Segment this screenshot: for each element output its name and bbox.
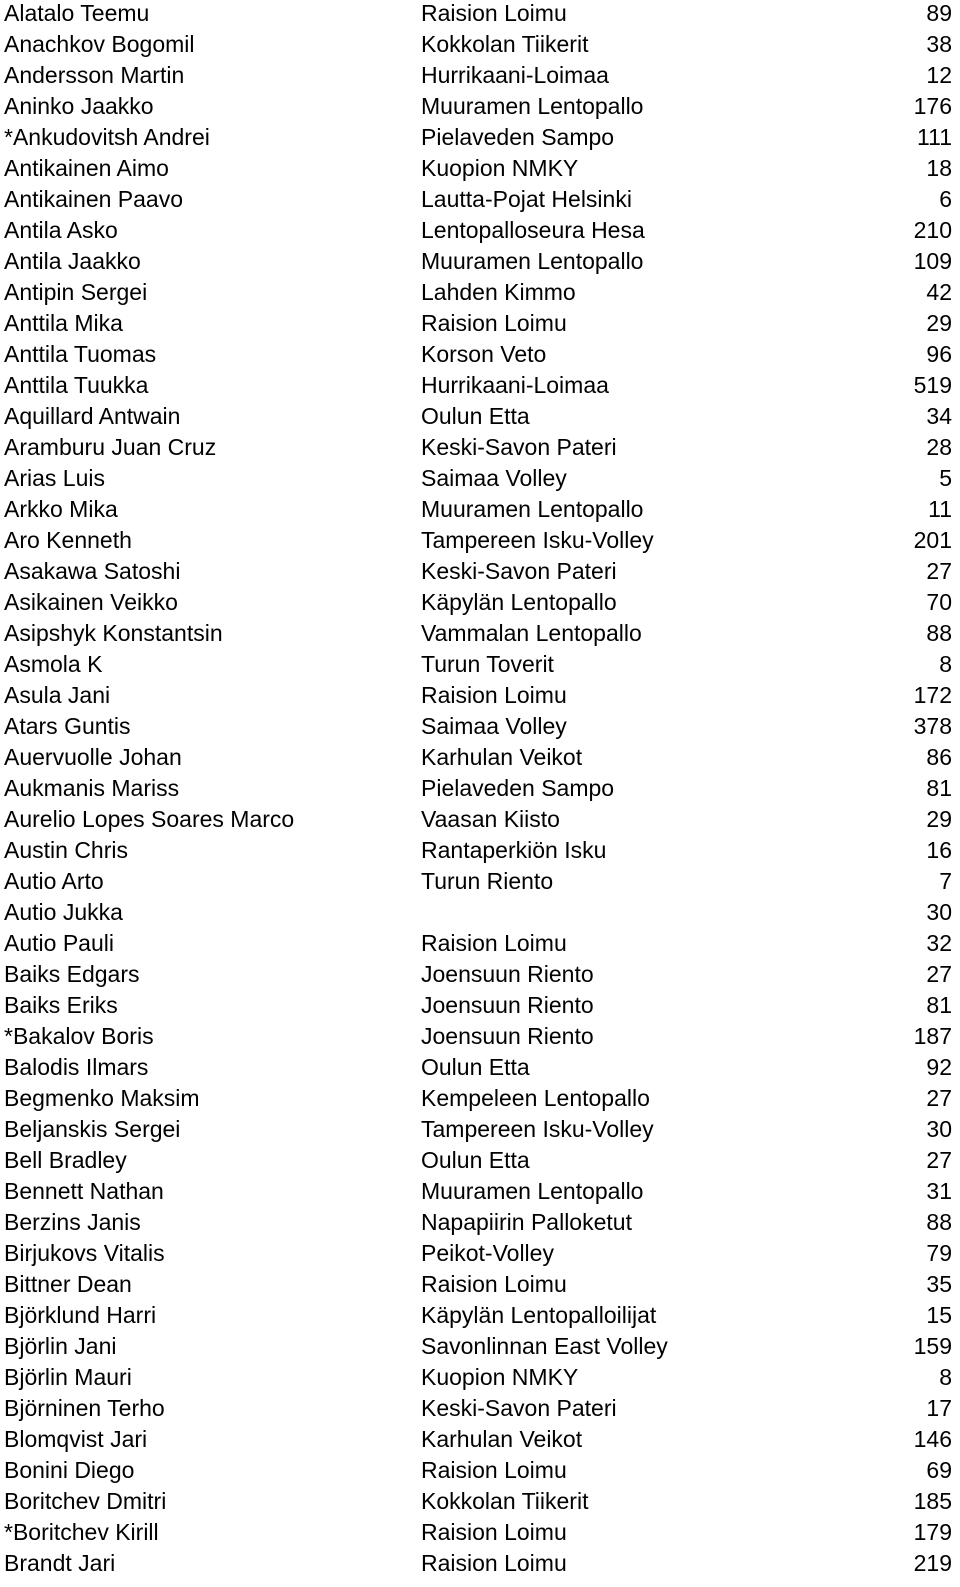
list-item: [0, 186, 960, 217]
player-name: Autio Jukka: [4, 899, 123, 925]
player-name: Andersson Martin: [4, 62, 185, 88]
list-item: [0, 713, 960, 744]
player-name: Asula Jani: [4, 682, 111, 708]
list-item: [0, 1426, 960, 1457]
list-item: [0, 558, 960, 589]
player-name: Baiks Eriks: [4, 992, 118, 1018]
list-item: [0, 248, 960, 279]
list-item: [0, 651, 960, 682]
club-name: Turun Toverit: [421, 651, 554, 677]
player-name: Birjukovs Vitalis: [4, 1240, 165, 1266]
count-value: 8: [939, 1364, 952, 1390]
club-name: Napapiirin Palloketut: [421, 1209, 632, 1235]
list-item: [0, 1457, 960, 1488]
count-value: 86: [926, 744, 952, 770]
count-value: 92: [926, 1054, 952, 1080]
count-value: 30: [926, 1116, 952, 1142]
club-name: Raision Loimu: [421, 682, 567, 708]
player-name: Aukmanis Mariss: [4, 775, 180, 801]
count-value: 38: [926, 31, 952, 57]
count-value: 17: [926, 1395, 952, 1421]
list-item: [0, 806, 960, 837]
list-item: [0, 527, 960, 558]
list-item: [0, 341, 960, 372]
list-item: [0, 465, 960, 496]
player-name: Atars Guntis: [4, 713, 131, 739]
player-name: Asmola K: [4, 651, 103, 677]
player-name: Aninko Jaakko: [4, 93, 154, 119]
club-name: Keski-Savon Pateri: [421, 1395, 617, 1421]
count-value: 111: [917, 124, 952, 150]
list-item: [0, 279, 960, 310]
player-name: Austin Chris: [4, 837, 128, 863]
club-name: Lentopalloseura Hesa: [421, 217, 645, 243]
club-name: Peikot-Volley: [421, 1240, 554, 1266]
club-name: Muuramen Lentopallo: [421, 1178, 644, 1204]
list-item: [0, 899, 960, 930]
count-value: 219: [913, 1550, 952, 1576]
list-item: [0, 1364, 960, 1395]
list-item: [0, 930, 960, 961]
player-name: Asipshyk Konstantsin: [4, 620, 223, 646]
count-value: 109: [913, 248, 952, 274]
count-value: 96: [926, 341, 952, 367]
player-name: Anttila Tuukka: [4, 372, 149, 398]
list-item: [0, 496, 960, 527]
club-name: Keski-Savon Pateri: [421, 558, 617, 584]
count-value: 146: [913, 1426, 952, 1452]
player-name: Autio Arto: [4, 868, 104, 894]
player-name: Björlin Mauri: [4, 1364, 132, 1390]
player-name: Auervuolle Johan: [4, 744, 182, 770]
club-name: Turun Riento: [421, 868, 554, 894]
club-name: Vammalan Lentopallo: [421, 620, 642, 646]
list-item: [0, 961, 960, 992]
club-name: Vaasan Kiisto: [421, 806, 560, 832]
player-name: Bittner Dean: [4, 1271, 132, 1297]
list-item: [0, 682, 960, 713]
list-item: [0, 310, 960, 341]
count-value: 81: [926, 775, 952, 801]
list-item: [0, 1271, 960, 1302]
list-item: [0, 868, 960, 899]
count-value: 176: [913, 93, 952, 119]
club-name: Savonlinnan East Volley: [421, 1333, 668, 1359]
player-name: Beljanskis Sergei: [4, 1116, 181, 1142]
club-name: Raision Loimu: [421, 0, 567, 26]
list-item: [0, 1240, 960, 1271]
count-value: 15: [926, 1302, 952, 1328]
player-name: Blomqvist Jari: [4, 1426, 148, 1452]
list-item: [0, 1302, 960, 1333]
club-name: Kuopion NMKY: [421, 155, 579, 181]
player-name: Bennett Nathan: [4, 1178, 164, 1204]
player-name: Antikainen Aimo: [4, 155, 169, 181]
list-item: [0, 93, 960, 124]
count-value: 30: [926, 899, 952, 925]
player-name: Boritchev Dmitri: [4, 1488, 167, 1514]
player-name: Antikainen Paavo: [4, 186, 184, 212]
player-name: Aro Kenneth: [4, 527, 132, 553]
list-item: [0, 1519, 960, 1550]
list-item: [0, 1550, 960, 1581]
list-item: [0, 31, 960, 62]
player-name: Björklund Harri: [4, 1302, 157, 1328]
count-value: 27: [926, 1147, 952, 1173]
list-item: [0, 1488, 960, 1519]
club-name: Raision Loimu: [421, 1519, 567, 1545]
player-name: Anachkov Bogomil: [4, 31, 195, 57]
player-name: Asikainen Veikko: [4, 589, 178, 615]
count-value: 29: [926, 310, 952, 336]
club-name: Kokkolan Tiikerit: [421, 1488, 589, 1514]
player-name: Antila Jaakko: [4, 248, 141, 274]
list-item: [0, 1085, 960, 1116]
count-value: 89: [926, 0, 952, 26]
player-name: *Bakalov Boris: [4, 1023, 154, 1049]
club-name: Raision Loimu: [421, 1457, 567, 1483]
count-value: 29: [926, 806, 952, 832]
player-name: Antila Asko: [4, 217, 118, 243]
club-name: Hurrikaani-Loimaa: [421, 372, 609, 398]
list-item: [0, 1395, 960, 1426]
list-item: [0, 403, 960, 434]
club-name: Pielaveden Sampo: [421, 775, 615, 801]
club-name: Raision Loimu: [421, 930, 567, 956]
player-name: Asakawa Satoshi: [4, 558, 181, 584]
count-value: 16: [926, 837, 952, 863]
list-item: [0, 1209, 960, 1240]
count-value: 32: [926, 930, 952, 956]
player-name: Björninen Terho: [4, 1395, 165, 1421]
count-value: 79: [926, 1240, 952, 1266]
club-name: Oulun Etta: [421, 1054, 530, 1080]
club-name: Keski-Savon Pateri: [421, 434, 617, 460]
count-value: 8: [939, 651, 952, 677]
club-name: Oulun Etta: [421, 403, 530, 429]
club-name: Joensuun Riento: [421, 1023, 594, 1049]
count-value: 88: [926, 1209, 952, 1235]
list-item: [0, 837, 960, 868]
club-name: Lautta-Pojat Helsinki: [421, 186, 632, 212]
player-name: Bonini Diego: [4, 1457, 135, 1483]
player-name: Baiks Edgars: [4, 961, 140, 987]
club-name: Tampereen Isku-Volley: [421, 1116, 654, 1142]
player-name: Aurelio Lopes Soares Marco: [4, 806, 295, 832]
count-value: 187: [913, 1023, 952, 1049]
list-item: [0, 155, 960, 186]
club-name: Käpylän Lentopallo: [421, 589, 617, 615]
club-name: Muuramen Lentopallo: [421, 248, 644, 274]
count-value: 6: [939, 186, 952, 212]
club-name: Joensuun Riento: [421, 961, 594, 987]
count-value: 172: [913, 682, 952, 708]
club-name: Hurrikaani-Loimaa: [421, 62, 609, 88]
count-value: 12: [926, 62, 952, 88]
player-name: Aquillard Antwain: [4, 403, 181, 429]
count-value: 35: [926, 1271, 952, 1297]
list-item: [0, 1054, 960, 1085]
club-name: Karhulan Veikot: [421, 744, 583, 770]
club-name: Pielaveden Sampo: [421, 124, 615, 150]
club-name: Tampereen Isku-Volley: [421, 527, 654, 553]
player-name: Berzins Janis: [4, 1209, 141, 1235]
list-item: [0, 0, 960, 31]
player-name: Björlin Jani: [4, 1333, 117, 1359]
list-item: [0, 434, 960, 465]
club-name: Lahden Kimmo: [421, 279, 576, 305]
list-item: [0, 992, 960, 1023]
list-item: [0, 124, 960, 155]
club-name: Muuramen Lentopallo: [421, 93, 644, 119]
list-item: [0, 589, 960, 620]
count-value: 81: [926, 992, 952, 1018]
player-name: Begmenko Maksim: [4, 1085, 200, 1111]
club-name: Rantaperkiön Isku: [421, 837, 607, 863]
count-value: 185: [913, 1488, 952, 1514]
player-name: Autio Pauli: [4, 930, 114, 956]
count-value: 210: [913, 217, 952, 243]
player-name: Brandt Jari: [4, 1550, 116, 1576]
list-item: [0, 744, 960, 775]
list-item: [0, 1178, 960, 1209]
count-value: 179: [913, 1519, 952, 1545]
list-item: [0, 1023, 960, 1054]
count-value: 27: [926, 1085, 952, 1111]
count-value: 28: [926, 434, 952, 460]
player-name: Antipin Sergei: [4, 279, 148, 305]
player-name: *Boritchev Kirill: [4, 1519, 159, 1545]
list-item: [0, 775, 960, 806]
count-value: 27: [926, 558, 952, 584]
count-value: 7: [939, 868, 952, 894]
count-value: 88: [926, 620, 952, 646]
count-value: 159: [913, 1333, 952, 1359]
count-value: 69: [926, 1457, 952, 1483]
list-item: [0, 1333, 960, 1364]
list-item: [0, 620, 960, 651]
club-name: Raision Loimu: [421, 310, 567, 336]
club-name: Saimaa Volley: [421, 713, 567, 739]
player-name: Arias Luis: [4, 465, 105, 491]
club-name: Korson Veto: [421, 341, 547, 367]
club-name: Saimaa Volley: [421, 465, 567, 491]
player-name: Alatalo Teemu: [4, 0, 150, 26]
player-name: Anttila Mika: [4, 310, 123, 336]
club-name: Kempeleen Lentopallo: [421, 1085, 650, 1111]
club-name: Raision Loimu: [421, 1550, 567, 1576]
club-name: Oulun Etta: [421, 1147, 530, 1173]
player-name: Aramburu Juan Cruz: [4, 434, 217, 460]
list-item: [0, 62, 960, 93]
count-value: 18: [926, 155, 952, 181]
count-value: 519: [913, 372, 952, 398]
count-value: 5: [939, 465, 952, 491]
player-name: Arkko Mika: [4, 496, 118, 522]
player-name: *Ankudovitsh Andrei: [4, 124, 210, 150]
count-value: 31: [926, 1178, 952, 1204]
list-item: [0, 1147, 960, 1178]
list-item: [0, 217, 960, 248]
count-value: 378: [913, 713, 952, 739]
club-name: Raision Loimu: [421, 1271, 567, 1297]
list-item: [0, 1116, 960, 1147]
count-value: 11: [928, 496, 952, 522]
count-value: 70: [926, 589, 952, 615]
club-name: Kuopion NMKY: [421, 1364, 579, 1390]
count-value: 27: [926, 961, 952, 987]
club-name: Joensuun Riento: [421, 992, 594, 1018]
count-value: 34: [926, 403, 952, 429]
player-name: Balodis Ilmars: [4, 1054, 149, 1080]
player-name: Anttila Tuomas: [4, 341, 157, 367]
count-value: 201: [913, 527, 952, 553]
count-value: 42: [926, 279, 952, 305]
club-name: Käpylän Lentopalloilijat: [421, 1302, 657, 1328]
club-name: Karhulan Veikot: [421, 1426, 583, 1452]
list-item: [0, 372, 960, 403]
player-name: Bell Bradley: [4, 1147, 127, 1173]
club-name: Kokkolan Tiikerit: [421, 31, 589, 57]
club-name: Muuramen Lentopallo: [421, 496, 644, 522]
